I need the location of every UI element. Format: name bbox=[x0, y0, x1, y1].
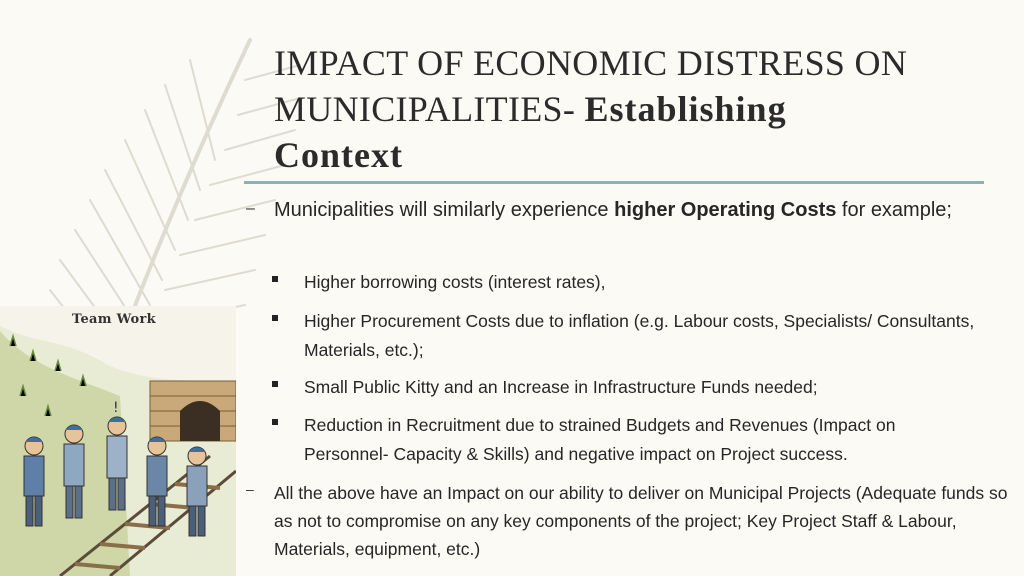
bullet-item bbox=[272, 268, 982, 297]
first-text-after: for example; bbox=[836, 199, 952, 221]
bullet-item bbox=[272, 373, 982, 402]
dash-marker: – bbox=[246, 200, 255, 217]
bullet-square-icon bbox=[272, 381, 278, 387]
title-line-2-bold: Establishing bbox=[584, 89, 787, 129]
title-divider bbox=[244, 181, 984, 184]
bullet-text: Reduction in Recruitment due to strained Budgets and Revenues (Impact on Personnel- Capacity & Skills) and negative impact on Project success. bbox=[304, 415, 896, 464]
bullet-square-icon bbox=[272, 276, 278, 282]
dash-marker: – bbox=[246, 481, 254, 497]
title-line-3: Context bbox=[274, 135, 403, 175]
dash-item-last-text: All the above have an Impact on our ability to deliver on Municipal Projects (Adequate funds so as not to compromise on any key components of the project; Key Project Staff & Labour, Materials, equipment, etc.) bbox=[274, 483, 1008, 559]
dash-item-last bbox=[246, 479, 1006, 563]
cartoon-drawing bbox=[0, 306, 236, 576]
bullet-item bbox=[272, 307, 982, 365]
title-line-2-normal: MUNICIPALITIES- bbox=[274, 89, 576, 129]
cartoon-caption: Team Work bbox=[72, 312, 156, 327]
bullet-text: Higher borrowing costs (interest rates), bbox=[304, 272, 606, 292]
bullet-item bbox=[272, 411, 982, 469]
first-text-bold: higher Operating Costs bbox=[614, 199, 837, 221]
slide-title bbox=[274, 40, 1014, 178]
dash-item-first-text bbox=[274, 194, 974, 226]
first-text-before: Municipalities will similarly experience bbox=[274, 199, 615, 221]
team-work-cartoon bbox=[0, 306, 236, 576]
bullet-text: Small Public Kitty and an Increase in Infrastructure Funds needed; bbox=[304, 377, 818, 397]
bullet-square-icon bbox=[272, 315, 278, 321]
dash-item-first bbox=[246, 194, 1006, 226]
svg-text:!: ! bbox=[113, 400, 119, 416]
bullet-square-icon bbox=[272, 419, 278, 425]
title-line-2 bbox=[274, 86, 1014, 132]
bullet-text: Higher Procurement Costs due to inflation (e.g. Labour costs, Specialists/ Consultants, Materials, etc.); bbox=[304, 311, 975, 360]
title-line-1: IMPACT OF ECONOMIC DISTRESS ON bbox=[274, 43, 908, 83]
